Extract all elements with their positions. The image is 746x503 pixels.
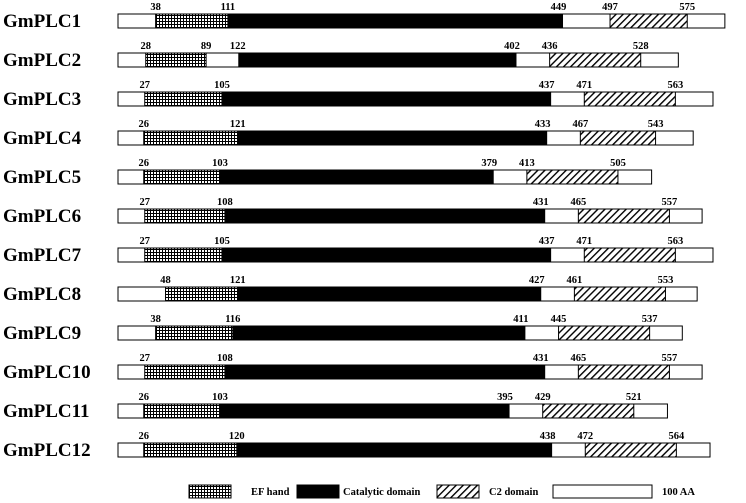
c2-domain [585, 443, 676, 457]
ef-hand-domain [156, 326, 233, 340]
position-label: 436 [541, 41, 558, 52]
catalytic-domain [233, 326, 525, 340]
position-label: 427 [528, 275, 545, 286]
c2-domain [550, 53, 641, 67]
position-label: 461 [566, 275, 583, 286]
position-label: 471 [576, 236, 593, 247]
position-label: 108 [217, 197, 233, 208]
catalytic-domain [222, 248, 551, 262]
position-label: 103 [212, 158, 228, 169]
c2-domain [578, 365, 669, 379]
c2-domain [543, 404, 634, 418]
position-label: 103 [212, 392, 228, 403]
protein-row [3, 353, 702, 383]
c2-domain [580, 131, 655, 145]
position-label: 121 [229, 275, 246, 286]
position-label: 26 [138, 119, 149, 130]
position-label: 472 [577, 431, 594, 442]
position-label: 563 [667, 80, 684, 91]
c2-domain [584, 248, 675, 262]
ef-hand-domain [144, 131, 238, 145]
protein-row [3, 158, 652, 188]
position-label: 402 [504, 41, 520, 52]
protein-row [3, 197, 702, 227]
c2-domain [527, 170, 618, 184]
position-label: 26 [138, 392, 149, 403]
position-label: 26 [138, 158, 149, 169]
position-label: 445 [550, 314, 567, 325]
position-label: 471 [576, 80, 593, 91]
position-label: 467 [572, 119, 589, 130]
position-label: 105 [214, 80, 230, 91]
position-label: 557 [661, 197, 678, 208]
ef-hand-domain [145, 365, 225, 379]
position-label: 27 [139, 353, 150, 364]
catalytic-domain [222, 92, 551, 106]
protein-name: GmPLC8 [3, 284, 82, 305]
legend-ef-swatch [189, 485, 231, 498]
position-label: 122 [229, 41, 246, 52]
protein-row [3, 236, 713, 266]
protein-name: GmPLC2 [3, 50, 82, 71]
protein-name: GmPLC7 [3, 245, 82, 266]
position-label: 120 [228, 431, 245, 442]
position-label: 437 [538, 236, 555, 247]
position-label: 116 [225, 314, 241, 325]
position-label: 48 [160, 275, 171, 286]
protein-name: GmPLC1 [3, 11, 82, 32]
position-label: 537 [641, 314, 658, 325]
position-label: 433 [534, 119, 551, 130]
protein-rows [3, 2, 725, 461]
position-label: 27 [139, 80, 150, 91]
protein-row [3, 41, 678, 71]
position-label: 108 [217, 353, 233, 364]
ef-hand-domain [166, 287, 238, 301]
position-label: 379 [481, 158, 498, 169]
protein-row [3, 119, 693, 149]
position-label: 521 [625, 392, 642, 403]
protein-name: GmPLC6 [3, 206, 82, 227]
c2-domain [584, 92, 675, 106]
protein-row [3, 275, 697, 305]
protein-name: GmPLC9 [3, 323, 82, 344]
protein-name: GmPLC5 [3, 167, 82, 188]
protein-name: GmPLC12 [3, 440, 91, 461]
catalytic-domain [220, 170, 493, 184]
catalytic-domain [228, 14, 563, 28]
catalytic-domain [237, 443, 552, 457]
legend-scale-label: 100 AA [662, 487, 695, 498]
position-label: 413 [518, 158, 535, 169]
ef-hand-domain [144, 170, 220, 184]
protein-row [3, 314, 682, 344]
legend-catalytic-swatch [297, 485, 339, 498]
protein-row [3, 392, 667, 422]
position-label: 543 [647, 119, 664, 130]
position-label: 575 [679, 2, 696, 13]
legend-scale-bar [553, 485, 652, 498]
position-label: 27 [139, 236, 150, 247]
legend-c2-label: C2 domain [489, 487, 539, 498]
catalytic-domain [238, 287, 541, 301]
position-label: 395 [497, 392, 513, 403]
c2-domain [610, 14, 687, 28]
position-label: 38 [150, 2, 161, 13]
position-label: 497 [602, 2, 618, 13]
protein-row [3, 80, 713, 110]
ef-hand-domain [145, 92, 222, 106]
position-label: 429 [534, 392, 551, 403]
legend-ef-label: EF hand [251, 487, 290, 498]
catalytic-domain [225, 209, 545, 223]
legend [189, 485, 695, 498]
protein-name: GmPLC11 [3, 401, 90, 422]
c2-domain [574, 287, 665, 301]
position-label: 465 [570, 197, 587, 208]
catalytic-domain [225, 365, 545, 379]
protein-row [3, 2, 725, 32]
protein-name: GmPLC10 [3, 362, 91, 383]
legend-catalytic-label: Catalytic domain [343, 487, 421, 498]
protein-name: GmPLC3 [3, 89, 82, 110]
position-label: 89 [200, 41, 212, 52]
protein-name: GmPLC4 [3, 128, 82, 149]
catalytic-domain [238, 131, 547, 145]
position-label: 28 [140, 41, 151, 52]
position-label: 505 [610, 158, 626, 169]
position-label: 38 [150, 314, 161, 325]
position-label: 528 [632, 41, 649, 52]
position-label: 557 [661, 353, 678, 364]
position-label: 449 [550, 2, 567, 13]
catalytic-domain [239, 53, 516, 67]
position-label: 411 [513, 314, 529, 325]
position-label: 564 [668, 431, 685, 442]
legend-c2-swatch [437, 485, 479, 498]
position-label: 563 [667, 236, 684, 247]
ef-hand-domain [145, 248, 222, 262]
position-label: 465 [570, 353, 587, 364]
position-label: 438 [539, 431, 556, 442]
ef-hand-domain [156, 14, 228, 28]
catalytic-domain [220, 404, 509, 418]
protein-row [3, 431, 710, 461]
position-label: 27 [139, 197, 150, 208]
position-label: 105 [214, 236, 230, 247]
position-label: 553 [657, 275, 674, 286]
c2-domain [559, 326, 650, 340]
position-label: 111 [220, 2, 236, 13]
ef-hand-domain [146, 53, 206, 67]
position-label: 431 [532, 197, 549, 208]
position-label: 121 [229, 119, 246, 130]
ef-hand-domain [144, 443, 237, 457]
position-label: 437 [538, 80, 555, 91]
c2-domain [578, 209, 669, 223]
ef-hand-domain [144, 404, 220, 418]
ef-hand-domain [145, 209, 225, 223]
position-label: 431 [532, 353, 549, 364]
position-label: 26 [138, 431, 149, 442]
